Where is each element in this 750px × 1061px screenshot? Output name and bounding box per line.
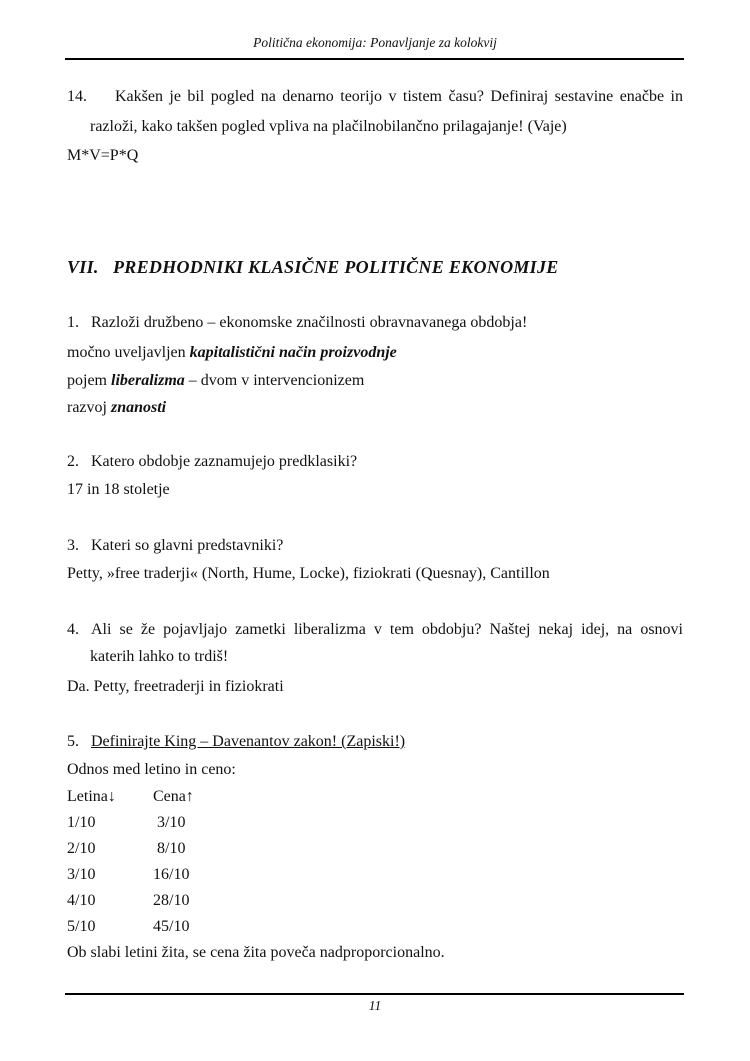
question-number: 5. [67, 733, 79, 750]
formula-mvpq: M*V=P*Q [67, 147, 139, 164]
answer-text: močno uveljavljen [67, 344, 190, 361]
question-text: Definirajte King – Davenantov zakon! (Zapiski!) [91, 733, 406, 750]
table-cell: 28/10 [153, 892, 190, 909]
harvest-price-table [67, 784, 683, 940]
question-5 [67, 729, 683, 755]
question-text: Razloži družbeno – ekonomske značilnosti obravnavanega obdobja! [91, 314, 528, 331]
answer-1-line3 [67, 395, 683, 421]
question-14-line2: razloži, kako takšen pogled vpliva na plačilnobilančno prilagajanje! (Vaje) [90, 118, 567, 135]
question-4-line1 [67, 616, 683, 643]
conclusion-text: Ob slabi letini žita, se cena žita poveča nadproporcionalno. [67, 944, 445, 961]
table-header-row [67, 784, 683, 810]
question-4 [67, 616, 683, 670]
answer-1-line2 [67, 368, 683, 394]
question-14-line1 [67, 82, 683, 112]
answer-emphasis: znanosti [110, 399, 167, 416]
header-rule [65, 58, 684, 60]
section-heading [67, 254, 683, 280]
answer-text: – dvom v intervencionizem [184, 372, 365, 389]
question-text: Kakšen je bil pogled na denarno teorijo v tistem času? Definiraj sestavine enačbe in [115, 88, 683, 105]
footer-rule [65, 993, 684, 995]
question-text: Katero obdobje zaznamujejo predklasiki? [91, 453, 358, 470]
question-number: 2. [67, 453, 79, 470]
table-cell: 4/10 [67, 892, 96, 909]
table-row [67, 888, 683, 914]
question-2 [67, 449, 683, 475]
page-number: 11 [368, 998, 382, 1013]
column-header: Cena↑ [153, 788, 194, 805]
section-number: VII. [67, 257, 99, 277]
header-title: Politična ekonomija: Ponavljanje za kolokvij [253, 35, 497, 50]
table-cell: 3/10 [67, 866, 96, 883]
question-3 [67, 533, 683, 559]
answer-emphasis: liberalizma [111, 372, 185, 389]
table-cell: 16/10 [153, 866, 190, 883]
answer-text: razvoj [67, 399, 111, 416]
table-cell: 2/10 [67, 840, 96, 857]
answer-text: pojem [67, 372, 111, 389]
question-4-line2: katerih lahko to trdiš! [90, 648, 229, 665]
table-row [67, 836, 683, 862]
question-number: 3. [67, 537, 79, 554]
table-intro: Odnos med letino in ceno: [67, 761, 236, 778]
answer-2: 17 in 18 stoletje [67, 481, 170, 498]
question-1 [67, 310, 683, 336]
answer-3: Petty, »free traderji« (North, Hume, Locke), fiziokrati (Quesnay), Cantillon [67, 565, 550, 582]
question-number: 4. [67, 621, 79, 638]
answer-4: Da. Petty, freetraderji in fiziokrati [67, 678, 284, 695]
column-header: Letina↓ [67, 788, 116, 805]
question-14 [67, 82, 683, 142]
question-number: 1. [67, 314, 79, 331]
table-row [67, 862, 683, 888]
answer-emphasis: kapitalistični način proizvodnje [189, 344, 397, 361]
question-number: 14. [67, 88, 87, 105]
question-text: Kateri so glavni predstavniki? [91, 537, 284, 554]
table-cell: 8/10 [153, 840, 186, 857]
table-cell: 1/10 [67, 814, 96, 831]
table-row [67, 914, 683, 940]
table-row [67, 810, 683, 836]
table-cell: 45/10 [153, 918, 190, 935]
section-title: PREDHODNIKI KLASIČNE POLITIČNE EKONOMIJE [113, 257, 559, 277]
table-cell: 5/10 [67, 918, 96, 935]
question-text: Ali se že pojavljajo zametki liberalizma v tem obdobju? Naštej nekaj idej, na osnovi [91, 621, 683, 638]
table-cell: 3/10 [153, 814, 186, 831]
answer-1-line1 [67, 340, 683, 366]
